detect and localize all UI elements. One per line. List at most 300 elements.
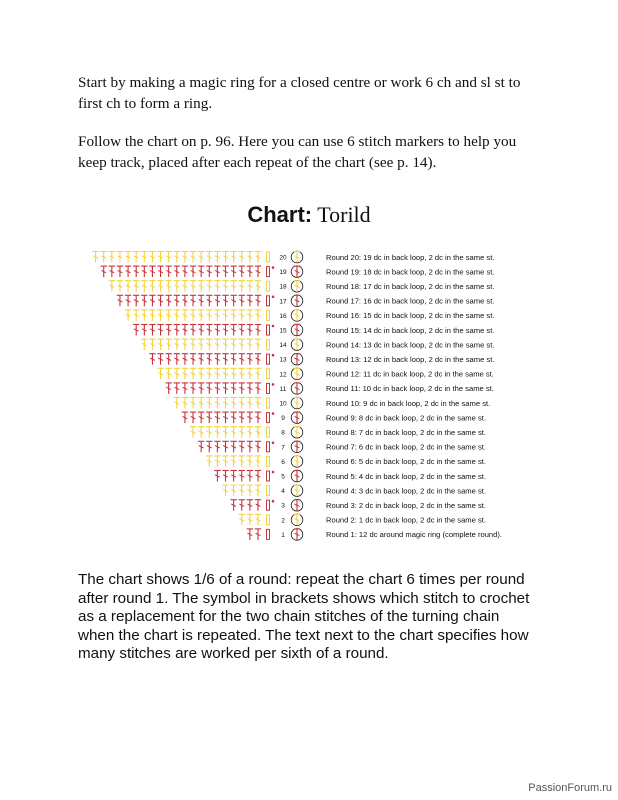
stitch-symbol bbox=[239, 456, 245, 467]
stitch-symbol bbox=[133, 295, 139, 306]
stitch-symbol bbox=[190, 368, 196, 379]
stitch-marker bbox=[267, 413, 270, 423]
stitch-symbol bbox=[255, 368, 261, 379]
stitch-symbol bbox=[247, 310, 253, 321]
marker-dot bbox=[272, 412, 275, 415]
round-instruction: Round 4: 3 dc in back loop, 2 dc in the same st. bbox=[326, 486, 486, 496]
stitch-symbol bbox=[206, 368, 212, 379]
stitch-symbol bbox=[182, 398, 188, 409]
marker-dot bbox=[272, 266, 275, 269]
stitch-symbol bbox=[255, 339, 261, 350]
stitch-symbol bbox=[222, 383, 228, 394]
bracket-symbol bbox=[291, 426, 303, 438]
stitch-symbol bbox=[182, 310, 188, 321]
stitch-symbol bbox=[190, 354, 196, 365]
chart-heading-label: Chart: bbox=[247, 202, 313, 227]
chart-row bbox=[182, 412, 486, 424]
stitch-symbol bbox=[230, 339, 236, 350]
stitch-symbol bbox=[174, 354, 180, 365]
stitch-symbol bbox=[182, 354, 188, 365]
bracket-symbol bbox=[291, 368, 303, 380]
stitch-symbol bbox=[198, 281, 204, 292]
stitch-symbol bbox=[230, 325, 236, 336]
round-instruction: Round 19: 18 dc in back loop, 2 dc in the same st. bbox=[326, 267, 495, 277]
stitch-symbol bbox=[157, 310, 163, 321]
stitch-symbol bbox=[239, 310, 245, 321]
bracket-symbol bbox=[291, 280, 303, 292]
stitch-symbol bbox=[182, 295, 188, 306]
stitch-symbol bbox=[198, 398, 204, 409]
stitch-symbol bbox=[174, 310, 180, 321]
stitch-symbol bbox=[230, 266, 236, 277]
stitch-symbol bbox=[174, 339, 180, 350]
stitch-symbol bbox=[247, 412, 253, 423]
stitch-symbol bbox=[206, 383, 212, 394]
stitch-symbol bbox=[222, 441, 228, 452]
round-number: 7 bbox=[281, 444, 285, 452]
marker-dot bbox=[272, 383, 275, 386]
stitch-symbol bbox=[247, 485, 253, 496]
intro-paragraph-1: Start by making a magic ring for a closed centre or work 6 ch and sl st to first ch to form a ring. bbox=[78, 74, 521, 112]
stitch-symbol bbox=[214, 354, 220, 365]
chart-heading-name: Torild bbox=[317, 202, 371, 227]
stitch-symbol bbox=[165, 252, 171, 263]
stitch-symbol bbox=[206, 441, 212, 452]
stitch-symbol bbox=[206, 412, 212, 423]
stitch-symbol bbox=[157, 281, 163, 292]
stitch-symbol bbox=[190, 252, 196, 263]
stitch-symbol bbox=[165, 295, 171, 306]
round-number: 14 bbox=[279, 342, 287, 350]
chart-row bbox=[165, 383, 493, 395]
stitch-symbol bbox=[239, 252, 245, 263]
stitch-symbol bbox=[125, 281, 131, 292]
bracket-symbol bbox=[291, 412, 303, 424]
stitch-symbol bbox=[141, 339, 147, 350]
stitch-marker bbox=[267, 354, 270, 364]
stitch-symbol bbox=[206, 339, 212, 350]
stitch-symbol bbox=[109, 266, 115, 277]
stitch-symbol bbox=[182, 281, 188, 292]
stitch-marker bbox=[267, 442, 270, 452]
stitch-symbol bbox=[165, 310, 171, 321]
stitch-symbol bbox=[255, 529, 261, 540]
stitch-symbol bbox=[149, 310, 155, 321]
stitch-symbol bbox=[157, 266, 163, 277]
stitch-symbol bbox=[182, 339, 188, 350]
stitch-marker bbox=[267, 325, 270, 335]
stitch-symbol bbox=[239, 325, 245, 336]
chart-row bbox=[133, 324, 494, 336]
chart-row bbox=[125, 310, 495, 322]
stitch-symbol bbox=[247, 500, 253, 511]
marker-dot bbox=[272, 296, 275, 299]
round-instruction: Round 3: 2 dc in back loop, 2 dc in the same st. bbox=[326, 501, 486, 510]
stitch-symbol bbox=[198, 295, 204, 306]
stitch-symbol bbox=[255, 412, 261, 423]
chart-row bbox=[214, 470, 486, 482]
round-number: 11 bbox=[279, 385, 287, 393]
round-number: 17 bbox=[279, 298, 287, 306]
intro-paragraph-2: Follow the chart on p. 96. Here you can use 6 stitch markers to help you keep track, placed after each repeat of the chart (see p. 14). bbox=[78, 133, 517, 171]
stitch-symbol bbox=[182, 383, 188, 394]
marker-dot bbox=[272, 500, 275, 503]
chart-row bbox=[247, 529, 502, 541]
stitch-symbol bbox=[182, 412, 188, 423]
stitch-symbol bbox=[198, 325, 204, 336]
stitch-symbol bbox=[149, 252, 155, 263]
round-number: 5 bbox=[281, 473, 285, 481]
stitch-symbol bbox=[239, 471, 245, 482]
stitch-symbol bbox=[214, 427, 220, 438]
stitch-symbol bbox=[247, 471, 253, 482]
stitch-marker bbox=[267, 383, 270, 393]
stitch-symbol bbox=[206, 266, 212, 277]
stitch-symbol bbox=[165, 339, 171, 350]
chart-row bbox=[206, 456, 486, 468]
stitch-symbol bbox=[230, 354, 236, 365]
round-instruction: Round 2: 1 dc in back loop, 2 dc in the same st. bbox=[326, 515, 486, 525]
bracket-symbol bbox=[291, 324, 303, 336]
bracket-symbol bbox=[291, 383, 303, 395]
stitch-symbol bbox=[198, 354, 204, 365]
stitch-symbol bbox=[239, 339, 245, 350]
stitch-marker bbox=[267, 486, 270, 496]
stitch-marker bbox=[267, 471, 270, 481]
bracket-symbol bbox=[291, 470, 303, 482]
stitch-symbol bbox=[239, 295, 245, 306]
chart-row bbox=[198, 441, 486, 453]
stitch-symbol bbox=[230, 383, 236, 394]
marker-dot bbox=[272, 325, 275, 328]
stitch-symbol bbox=[222, 295, 228, 306]
stitch-symbol bbox=[149, 354, 155, 365]
stitch-symbol bbox=[247, 441, 253, 452]
stitch-symbol bbox=[157, 368, 163, 379]
bracket-symbol bbox=[291, 397, 303, 409]
stitch-symbol bbox=[109, 281, 115, 292]
stitch-symbol bbox=[141, 295, 147, 306]
stitch-symbol bbox=[165, 368, 171, 379]
bracket-symbol bbox=[291, 295, 303, 307]
stitch-marker bbox=[267, 398, 270, 408]
stitch-symbol bbox=[239, 441, 245, 452]
stitch-symbol bbox=[230, 368, 236, 379]
stitch-symbol bbox=[255, 266, 261, 277]
stitch-symbol bbox=[247, 339, 253, 350]
chart-row bbox=[174, 397, 491, 409]
stitch-symbol bbox=[255, 325, 261, 336]
stitch-symbol bbox=[255, 310, 261, 321]
stitch-symbol bbox=[222, 398, 228, 409]
stitch-symbol bbox=[247, 529, 253, 540]
stitch-symbol bbox=[101, 266, 107, 277]
stitch-symbol bbox=[222, 427, 228, 438]
stitch-marker bbox=[267, 340, 270, 350]
stitch-symbol bbox=[190, 295, 196, 306]
stitch-symbol bbox=[255, 456, 261, 467]
stitch-symbol bbox=[174, 325, 180, 336]
stitch-symbol bbox=[247, 281, 253, 292]
stitch-symbol bbox=[141, 266, 147, 277]
stitch-symbol bbox=[255, 295, 261, 306]
chart-row bbox=[230, 499, 486, 511]
stitch-symbol bbox=[247, 398, 253, 409]
stitch-symbol bbox=[190, 310, 196, 321]
stitch-symbol bbox=[239, 412, 245, 423]
stitch-symbol bbox=[247, 456, 253, 467]
stitch-symbol bbox=[198, 383, 204, 394]
round-instruction: Round 20: 19 dc in back loop, 2 dc in the same st. bbox=[326, 252, 495, 262]
stitch-symbol bbox=[255, 471, 261, 482]
round-number: 18 bbox=[279, 283, 287, 291]
stitch-symbol bbox=[214, 281, 220, 292]
stitch-symbol bbox=[198, 266, 204, 277]
stitch-symbol bbox=[247, 266, 253, 277]
stitch-symbol bbox=[255, 354, 261, 365]
stitch-symbol bbox=[255, 427, 261, 438]
round-instruction: Round 12: 11 dc in back loop, 2 dc in the same st. bbox=[326, 369, 494, 379]
stitch-symbol bbox=[230, 441, 236, 452]
stitch-symbol bbox=[174, 281, 180, 292]
stitch-symbol bbox=[239, 485, 245, 496]
stitch-symbol bbox=[92, 252, 98, 263]
stitch-symbol bbox=[206, 310, 212, 321]
stitch-marker bbox=[267, 529, 270, 539]
stitch-symbol bbox=[222, 456, 228, 467]
stitch-symbol bbox=[230, 471, 236, 482]
stitch-marker bbox=[267, 500, 270, 510]
stitch-symbol bbox=[190, 339, 196, 350]
stitch-symbol bbox=[101, 252, 107, 263]
bracket-symbol bbox=[291, 529, 303, 541]
stitch-symbol bbox=[222, 368, 228, 379]
stitch-symbol bbox=[255, 514, 261, 525]
stitch-symbol bbox=[157, 339, 163, 350]
stitch-symbol bbox=[222, 310, 228, 321]
stitch-symbol bbox=[230, 310, 236, 321]
stitch-symbol bbox=[214, 310, 220, 321]
stitch-symbol bbox=[198, 339, 204, 350]
stitch-symbol bbox=[206, 456, 212, 467]
stitch-symbol bbox=[198, 310, 204, 321]
stitch-symbol bbox=[214, 398, 220, 409]
stitch-symbol bbox=[157, 295, 163, 306]
round-number: 15 bbox=[279, 327, 287, 335]
stitch-symbol bbox=[190, 427, 196, 438]
round-instruction: Round 6: 5 dc in back loop, 2 dc in the same st. bbox=[326, 457, 486, 467]
round-instruction: Round 10: 9 dc in back loop, 2 dc in the same st. bbox=[326, 398, 491, 408]
chart-row bbox=[92, 251, 494, 263]
stitch-marker bbox=[267, 310, 270, 320]
stitch-symbol bbox=[190, 383, 196, 394]
stitch-symbol bbox=[174, 295, 180, 306]
chart-row bbox=[157, 368, 494, 380]
stitch-symbol bbox=[230, 500, 236, 511]
bracket-symbol bbox=[291, 456, 303, 468]
round-number: 3 bbox=[281, 502, 285, 510]
stitch-symbol bbox=[206, 354, 212, 365]
round-instruction: Round 5: 4 dc in back loop, 2 dc in the same st. bbox=[326, 471, 486, 481]
stitch-symbol bbox=[222, 485, 228, 496]
stitch-symbol bbox=[214, 339, 220, 350]
stitch-symbol bbox=[133, 310, 139, 321]
bracket-symbol bbox=[291, 266, 303, 278]
stitch-symbol bbox=[149, 281, 155, 292]
stitch-symbol bbox=[190, 281, 196, 292]
round-instruction: Round 15: 14 dc in back loop, 2 dc in the same st. bbox=[326, 325, 495, 335]
stitch-symbol bbox=[230, 398, 236, 409]
stitch-symbol bbox=[239, 368, 245, 379]
stitch-symbol bbox=[141, 281, 147, 292]
round-number: 12 bbox=[279, 371, 287, 379]
chart-row bbox=[141, 339, 494, 351]
stitch-symbol bbox=[255, 281, 261, 292]
watermark: PassionForum.ru bbox=[528, 782, 612, 794]
round-instruction: Round 7: 6 dc in back loop, 2 dc in the same st. bbox=[326, 442, 486, 452]
stitch-symbol bbox=[255, 500, 261, 511]
round-instruction: Round 18: 17 dc in back loop, 2 dc in the same st. bbox=[326, 282, 495, 291]
stitch-symbol bbox=[230, 427, 236, 438]
stitch-symbol bbox=[255, 252, 261, 263]
chart-heading bbox=[0, 202, 618, 228]
stitch-symbol bbox=[174, 252, 180, 263]
stitch-symbol bbox=[206, 295, 212, 306]
stitch-symbol bbox=[206, 281, 212, 292]
stitch-symbol bbox=[247, 295, 253, 306]
stitch-symbol bbox=[239, 383, 245, 394]
stitch-symbol bbox=[214, 266, 220, 277]
stitch-symbol bbox=[214, 383, 220, 394]
stitch-symbol bbox=[255, 383, 261, 394]
stitch-symbol bbox=[214, 325, 220, 336]
stitch-marker bbox=[267, 296, 270, 306]
stitch-marker bbox=[267, 427, 270, 437]
stitch-symbol bbox=[230, 295, 236, 306]
round-number: 19 bbox=[279, 269, 287, 277]
stitch-symbol bbox=[214, 456, 220, 467]
stitch-symbol bbox=[230, 456, 236, 467]
stitch-symbol bbox=[182, 266, 188, 277]
stitch-symbol bbox=[247, 252, 253, 263]
stitch-symbol bbox=[230, 412, 236, 423]
stitch-symbol bbox=[165, 354, 171, 365]
round-number: 6 bbox=[281, 458, 285, 466]
stitch-symbol bbox=[141, 310, 147, 321]
chart-row bbox=[117, 295, 495, 307]
stitch-symbol bbox=[222, 471, 228, 482]
stitch-symbol bbox=[214, 295, 220, 306]
stitch-symbol bbox=[149, 325, 155, 336]
stitch-symbol bbox=[222, 281, 228, 292]
stitch-symbol bbox=[165, 325, 171, 336]
stitch-symbol bbox=[117, 295, 123, 306]
stitch-symbol bbox=[182, 252, 188, 263]
stitch-symbol bbox=[255, 398, 261, 409]
stitch-symbol bbox=[117, 266, 123, 277]
stitch-symbol bbox=[239, 500, 245, 511]
chart-row bbox=[190, 426, 486, 438]
stitch-marker bbox=[267, 515, 270, 525]
round-instruction: Round 11: 10 dc in back loop, 2 dc in the same st. bbox=[326, 384, 494, 394]
marker-dot bbox=[272, 442, 275, 445]
round-number: 8 bbox=[281, 429, 285, 437]
stitch-symbol bbox=[255, 441, 261, 452]
stitch-marker bbox=[267, 252, 270, 262]
stitch-symbol bbox=[214, 412, 220, 423]
stitch-symbol bbox=[109, 252, 115, 263]
stitch-symbol bbox=[214, 441, 220, 452]
stitch-symbol bbox=[117, 252, 123, 263]
stitch-symbol bbox=[239, 427, 245, 438]
stitch-symbol bbox=[239, 514, 245, 525]
stitch-symbol bbox=[247, 383, 253, 394]
bracket-symbol bbox=[291, 310, 303, 322]
crochet-chart bbox=[82, 246, 552, 546]
stitch-symbol bbox=[190, 412, 196, 423]
stitch-symbol bbox=[222, 354, 228, 365]
stitch-symbol bbox=[149, 266, 155, 277]
round-number: 1 bbox=[281, 531, 285, 539]
stitch-symbol bbox=[198, 441, 204, 452]
stitch-marker bbox=[267, 456, 270, 466]
stitch-symbol bbox=[190, 325, 196, 336]
stitch-symbol bbox=[230, 485, 236, 496]
bracket-symbol bbox=[291, 514, 303, 526]
chart-row bbox=[101, 266, 495, 278]
stitch-symbol bbox=[165, 281, 171, 292]
stitch-symbol bbox=[149, 339, 155, 350]
stitch-symbol bbox=[133, 325, 139, 336]
stitch-symbol bbox=[247, 354, 253, 365]
stitch-symbol bbox=[182, 368, 188, 379]
stitch-symbol bbox=[174, 368, 180, 379]
stitch-symbol bbox=[198, 368, 204, 379]
stitch-symbol bbox=[125, 310, 131, 321]
chart-row bbox=[109, 280, 495, 292]
stitch-symbol bbox=[125, 266, 131, 277]
round-instruction: Round 17: 16 dc in back loop, 2 dc in the same st. bbox=[326, 296, 495, 306]
stitch-symbol bbox=[174, 398, 180, 409]
stitch-symbol bbox=[222, 266, 228, 277]
stitch-symbol bbox=[157, 325, 163, 336]
stitch-symbol bbox=[133, 281, 139, 292]
round-instruction: Round 9: 8 dc in back loop, 2 dc in the same st. bbox=[326, 413, 486, 423]
stitch-symbol bbox=[247, 368, 253, 379]
stitch-symbol bbox=[165, 383, 171, 394]
stitch-symbol bbox=[247, 325, 253, 336]
stitch-symbol bbox=[247, 514, 253, 525]
chart-explanation: The chart shows 1/6 of a round: repeat the chart 6 times per round after round 1. The symbol in brackets shows which stitch to crochet as a replacement for the two chain stitches of the turning chain when the chart is repeated. The text next to the chart specifies how many stitches are worked per sixth of a round. bbox=[78, 571, 530, 663]
stitch-symbol bbox=[141, 325, 147, 336]
bracket-symbol bbox=[291, 339, 303, 351]
round-instruction: Round 16: 15 dc in back loop, 2 dc in the same st. bbox=[326, 311, 495, 321]
stitch-symbol bbox=[157, 354, 163, 365]
round-instruction: Round 14: 13 dc in back loop, 2 dc in the same st. bbox=[326, 340, 495, 350]
bracket-symbol bbox=[291, 499, 303, 511]
stitch-symbol bbox=[230, 281, 236, 292]
stitch-symbol bbox=[133, 252, 139, 263]
round-instruction: Round 8: 7 dc in back loop, 2 dc in the same st. bbox=[326, 428, 486, 437]
chart-row bbox=[149, 353, 494, 365]
bracket-symbol bbox=[291, 353, 303, 365]
bracket-symbol bbox=[291, 251, 303, 263]
stitch-symbol bbox=[239, 354, 245, 365]
stitch-symbol bbox=[222, 339, 228, 350]
stitch-symbol bbox=[247, 427, 253, 438]
round-number: 10 bbox=[279, 400, 287, 408]
stitch-symbol bbox=[149, 295, 155, 306]
